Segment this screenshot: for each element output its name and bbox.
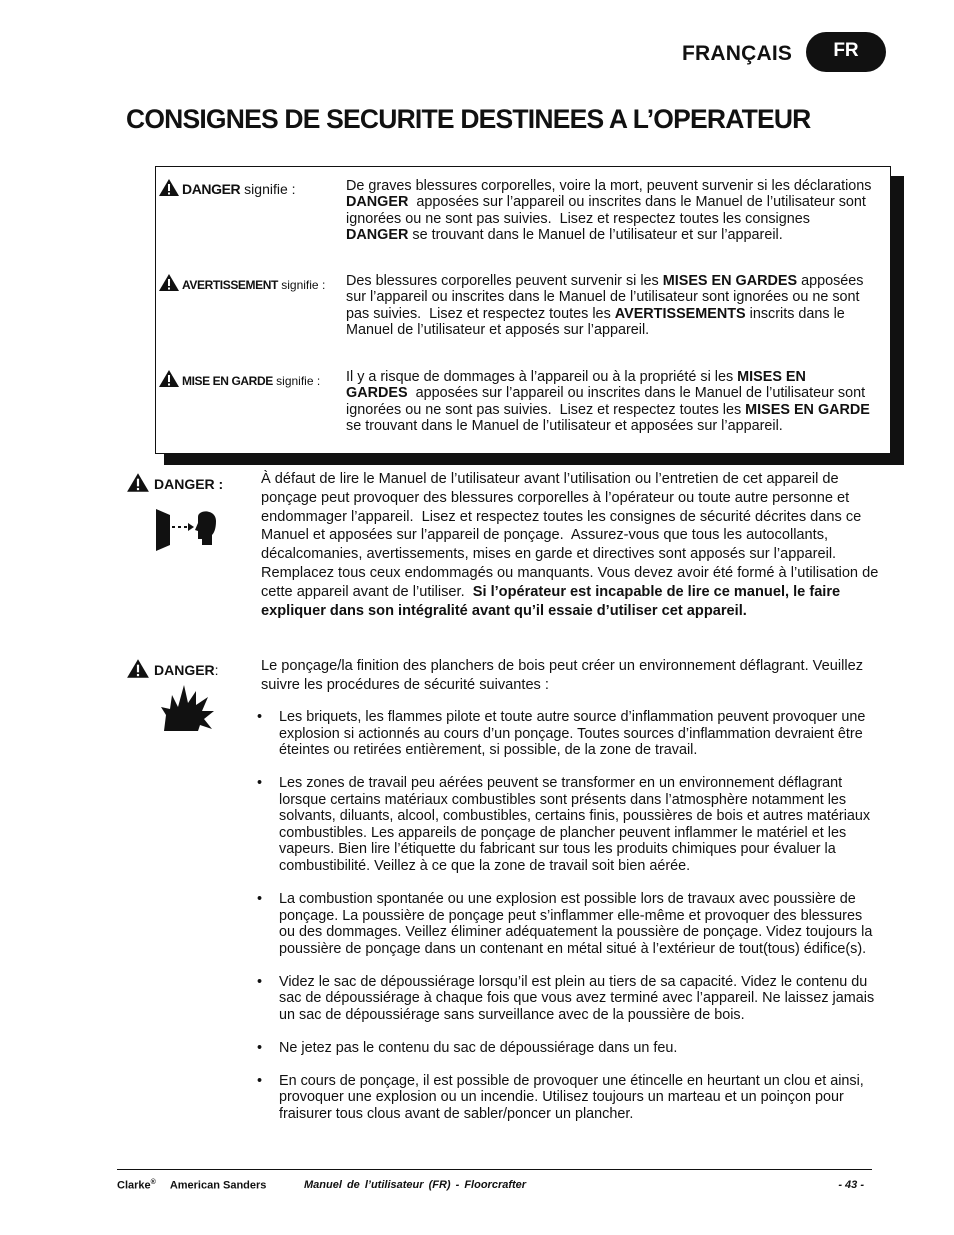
page-number: - 43 - [838,1179,864,1191]
definition-term: DANGER signifie : [158,178,296,197]
danger-label: DANGER: [126,658,219,679]
danger-explosion-intro: Le ponçage/la finition des planchers de bois peut créer un environnement déflagrant. Veuillez suivre les procédures de sécurité suivantes : [261,658,863,693]
definition-text: De graves blessures corporelles, voire la mort, peuvent survenir si les déclarations DANGER apposées sur l’appareil ou inscrites dans le Manuel de l’utilisateur sont ignorées ou ne sont pas suivies. Lisez et respectez toutes les consignes DANGER se trouvant dans le Manuel de l’utilisateur et sur l’appareil. [346,178,872,243]
language-label: FRANÇAIS [682,42,793,65]
warning-triangle-icon [126,472,150,493]
footer-manual-title: Manuel de l’utilisateur (FR) - Floorcrafter [304,1179,527,1191]
language-badge: FR [806,32,886,72]
definition-term: MISE EN GARDE signifie : [158,369,320,388]
explosion-safety-list [257,709,877,1139]
read-manual-icon [154,505,218,551]
page-title: CONSIGNES DE SECURITE DESTINEES A L’OPERATEUR [126,104,811,134]
warning-triangle-icon [158,178,180,197]
list-item: • Ne jetez pas le contenu du sac de dépoussiérage dans un feu. [257,1040,877,1057]
list-item: • Videz le sac de dépoussiérage lorsqu’il est plein au tiers de sa capacité. Videz le contenu du sac de dépoussiérage à chaque fois que vous avez terminé avec l’appareil. Ne laissez jamais un sac de dépoussiérage sans surveillance avec de la poussière de bois. [257,974,877,1024]
explosion-icon [160,681,216,733]
list-item: • La combustion spontanée ou une explosion est possible lors de travaux avec poussière de ponçage. La poussière de ponçage peut s’inflammer elle-même et provoquer des blessures ou des dommages. Veillez éliminer adéquatement la poussière de ponçage. Videz toujours la poussière de ponçage dans un contenant en métal situé à l’extérieur de tout(tous) édifice(s). [257,891,877,957]
warning-triangle-icon [158,273,180,292]
footer-divider [117,1169,872,1170]
danger-manual-text: À défaut de lire le Manuel de l’utilisateur avant l’utilisation ou l’entretien de cet appareil de ponçage peut provoquer des blessures corporelles à l’opérateur ou toute autre personne et endommager l’appareil. Lisez et respectez toutes les consignes de sécurité décrites dans ce Manuel et apposées sur l’appareil de ponçage. Assurez-vous que tous les autocollants, décalcomanies, avertissements, mises en garde et directives sont apposés sur l’appareil. Remplacez tous ceux endommagés ou manquants. Vous devez avoir été formé à l’utilisation de cette appareil avant de l’utiliser. Si l’opérateur est incapable de lire ce manuel, le faire expliquer dans son intégralité avant qu’il essaie d’utiliser cet appareil. [261,471,879,619]
warning-triangle-icon [126,658,150,679]
definition-text: Des blessures corporelles peuvent survenir si les MISES EN GARDES apposées sur l’appareil ou inscrites dans le Manuel de l’utilisateur sont ignorées ou ne sont pas suivies. Lisez et respectez toutes les AVERTISSEMENTS inscrits dans le Manuel de l’utilisateur et apposés sur l’appareil. [346,273,864,338]
list-item: • Les briquets, les flammes pilote et toute autre source d’inflammation peuvent provoquer une explosion si actionnés au cours d’un ponçage. Toutes sources d’inflammation devraient être éteintes ou retirées entièrement, si possible, de la zone de travail. [257,709,877,759]
list-item: • En cours de ponçage, il est possible de provoquer une étincelle en heurtant un clou et ainsi, provoquer une explosion ou un incendie. Utilisez toujours un marteau et un poinçon pour fraisurer tous clous avant de sabler/poncer un plancher. [257,1073,877,1123]
danger-label: DANGER : [126,472,223,493]
definition-text: Il y a risque de dommages à l’appareil ou à la propriété si les MISES EN GARDES apposées sur l’appareil ou inscrites dans le Manuel de l’utilisateur sont ignorées ou ne sont pas suivies. Lisez et respectez toutes les MISES EN GARDE se trouvant dans le Manuel de l’utilisateur et apposées sur l’appareil. [346,369,870,434]
warning-triangle-icon [158,369,180,388]
definition-term: AVERTISSEMENT signifie : [158,273,325,292]
list-item: • Les zones de travail peu aérées peuvent se transformer en un environnement déflagrant lorsque certains matériaux combustibles sont présents dans l’atmosphère notamment les solvants, diluants, alcool, combustibles, certains finis, poussières de bois et autres matériaux combustibles. Les appareils de ponçage de plancher peuvent inflammer le matériel et les vapeurs. Bien lire l’étiquette du fabricant sur tous les produits chimiques pour évaluer la combustibilité. Veillez à ce que la zone de travail soit bien aérée. [257,775,877,875]
footer-brand: Clarke® American Sanders [117,1179,267,1192]
definitions-box [155,166,891,454]
